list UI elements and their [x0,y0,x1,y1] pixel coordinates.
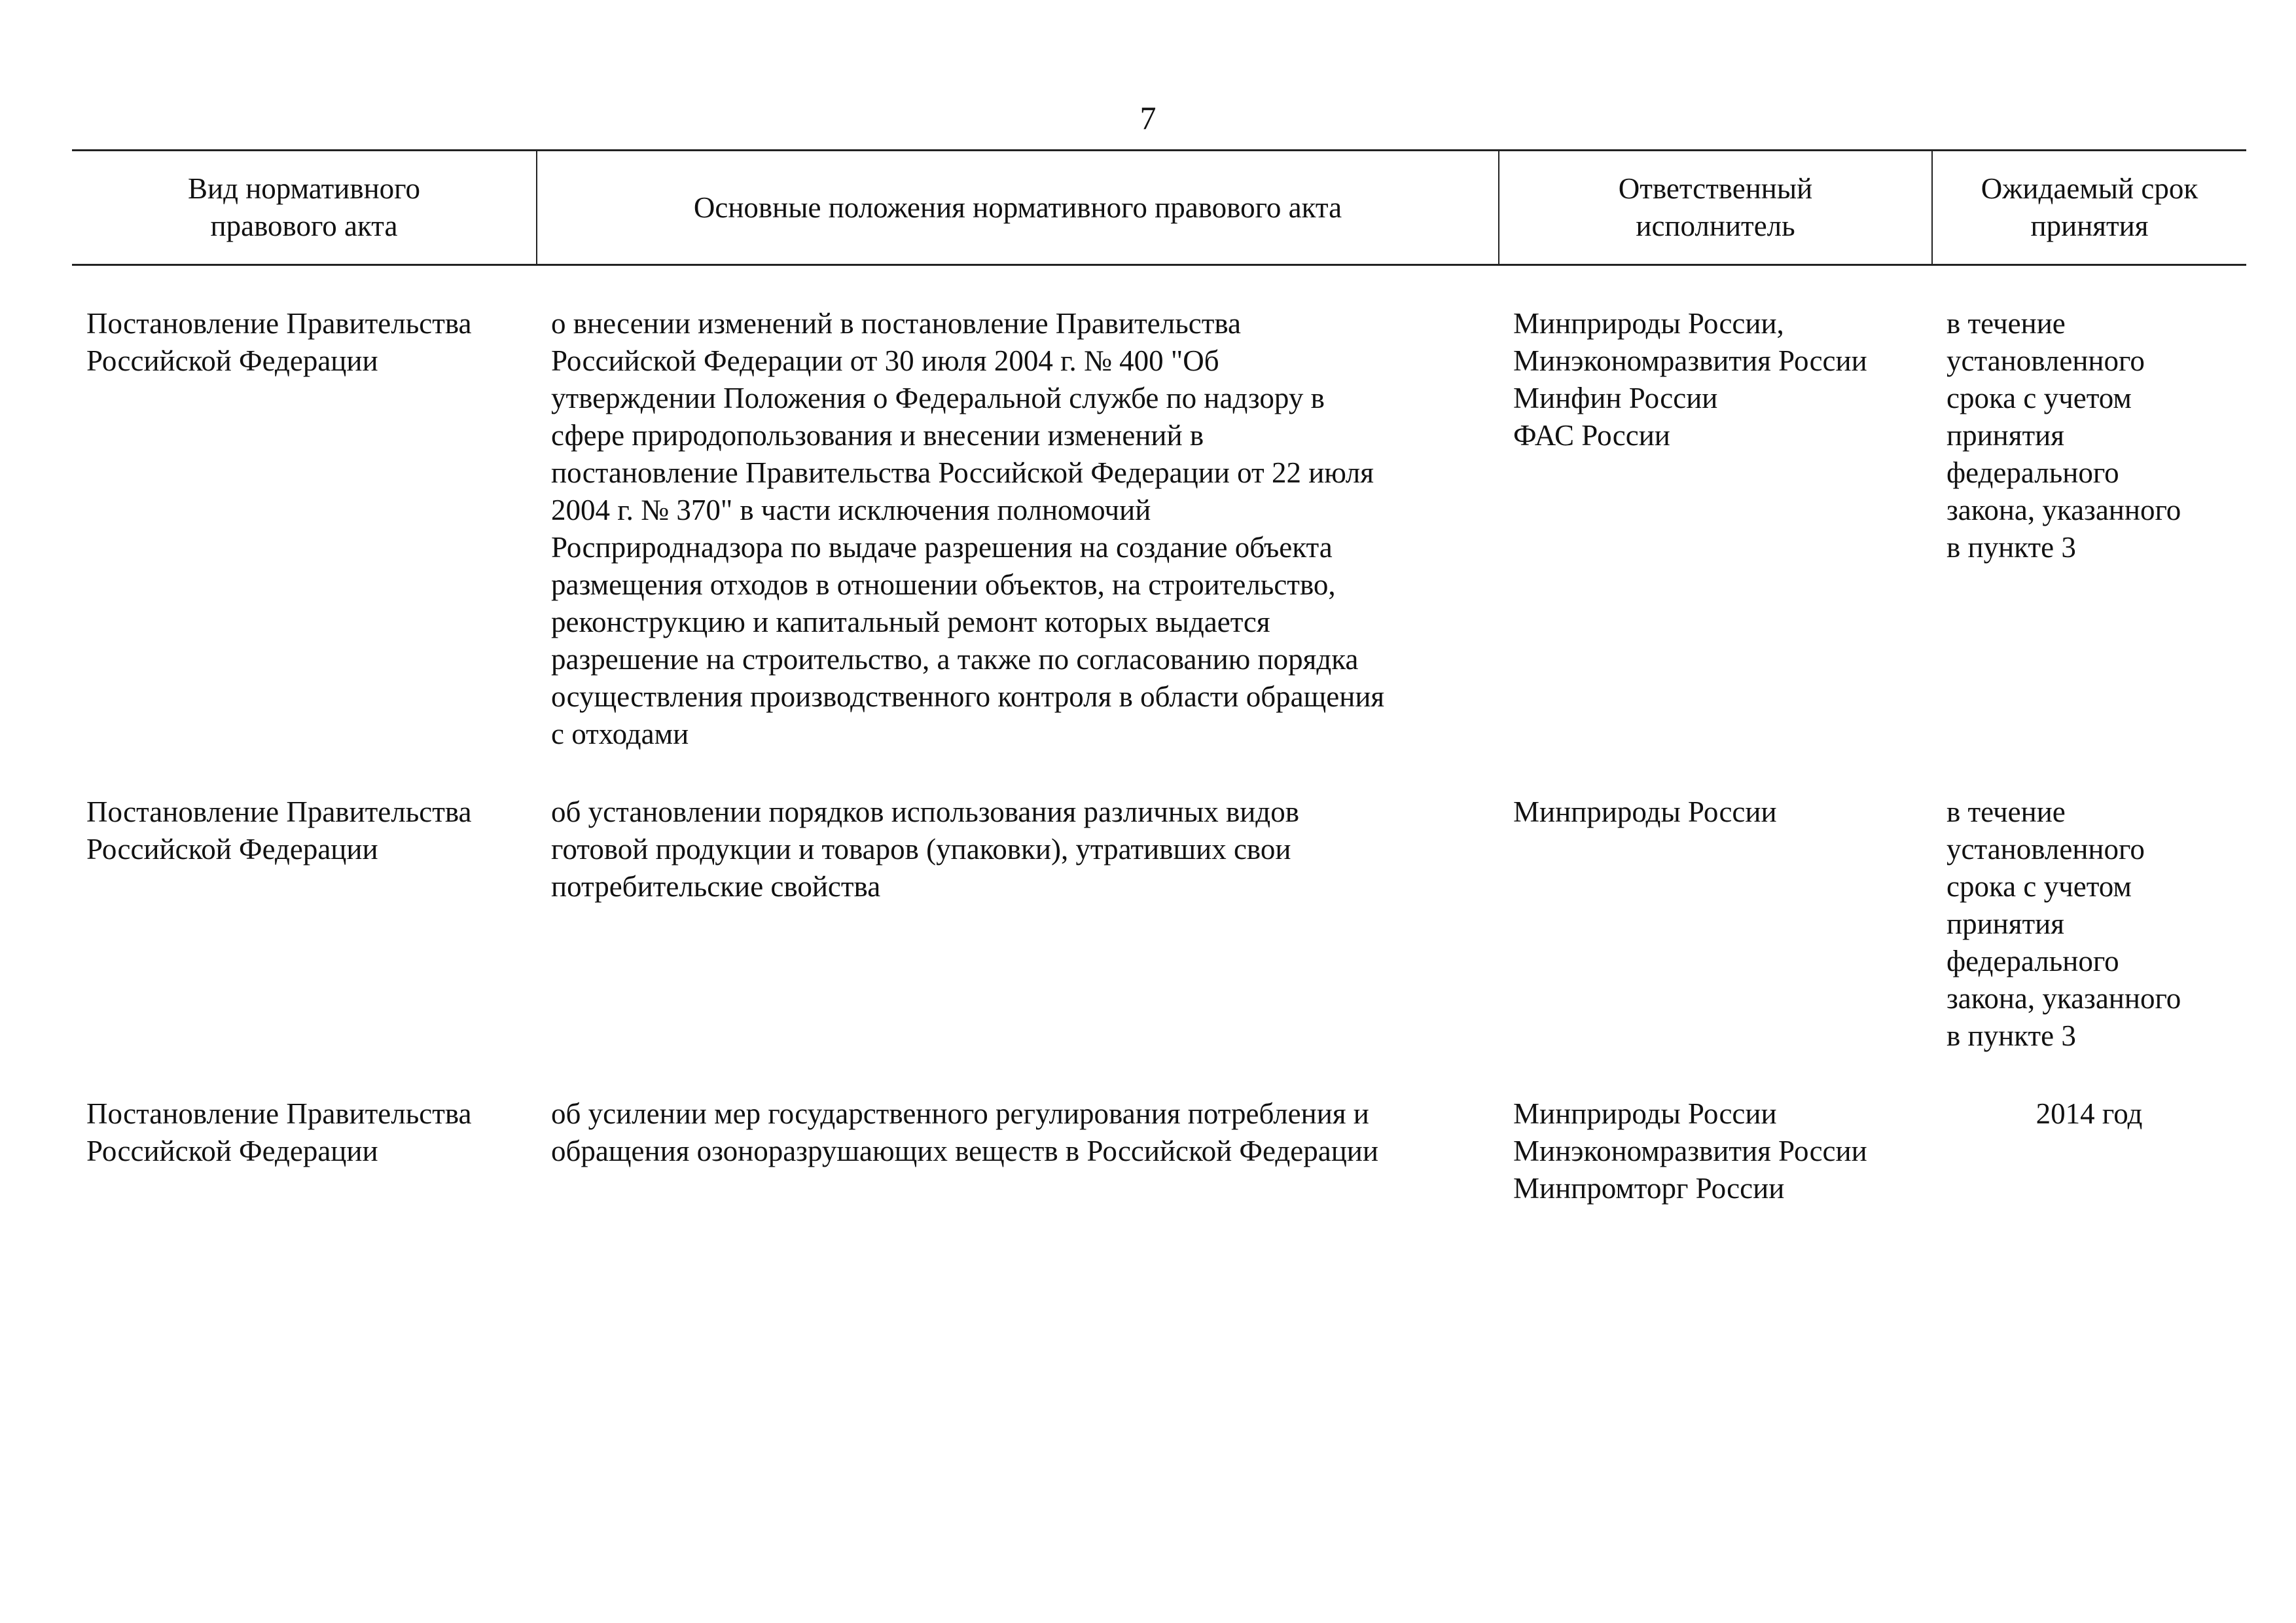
table-row [72,1095,2246,1207]
header-responsible-executor: Ответственный исполнитель [1499,151,1932,265]
cell-act-type: Постановление Правительства Российской Федерации [86,1097,472,1167]
cell-executor: Минприроды России Минэкономразвития России Минпромторг России [1513,1097,1867,1205]
page-number: 7 [1139,100,1157,136]
table-header-row [72,151,2246,265]
cell-term: в течение установленного срока с учетом принятия федерального закона, указанного в пункте 3 [1946,307,2181,564]
legal-acts-table [72,149,2246,1207]
cell-executor: Минприроды России [1513,795,1777,828]
cell-term: в течение установленного срока с учетом принятия федерального закона, указанного в пункте 3 [1946,795,2181,1052]
cell-term: 2014 год [2036,1097,2143,1130]
cell-act-type: Постановление Правительства Российской Федерации [86,307,472,377]
cell-provisions: об усилении мер государственного регулирования потребления и обращения озоноразрушающих веществ в Российской Федерации [551,1097,1378,1167]
cell-executor: Минприроды России, Минэкономразвития России Минфин России ФАС России [1513,307,1867,452]
header-main-provisions: Основные положения нормативного правового акта [537,151,1499,265]
cell-provisions: об установлении порядков использования различных видов готовой продукции и товаров (упаковки), утративших свои потребительские свойства [551,795,1299,903]
table-row [72,265,2246,794]
header-act-type: Вид нормативного правового акта [72,151,537,265]
table-row [72,793,2246,1095]
cell-act-type: Постановление Правительства Российской Федерации [86,795,472,866]
cell-provisions: о внесении изменений в постановление Правительства Российской Федерации от 30 июля 2004 г. № 400 "Об утверждении Положения о Федеральной службе по надзору в сфере природопользования и внесении изменений в постановление Правительства Российской Федерации от 22 июля 2004 г. № 370" в части исключения полномочий Росприроднадзора по выдаче разрешения на создание объекта размещения отходов в отношении объектов, на строительство, реконструкцию и капитальный ремонт которых выдается разрешение на строительство, а также по согласованию порядка осуществления производственного контроля в области обращения с отходами [551,307,1385,750]
header-expected-term: Ожидаемый срок принятия [1932,151,2246,265]
